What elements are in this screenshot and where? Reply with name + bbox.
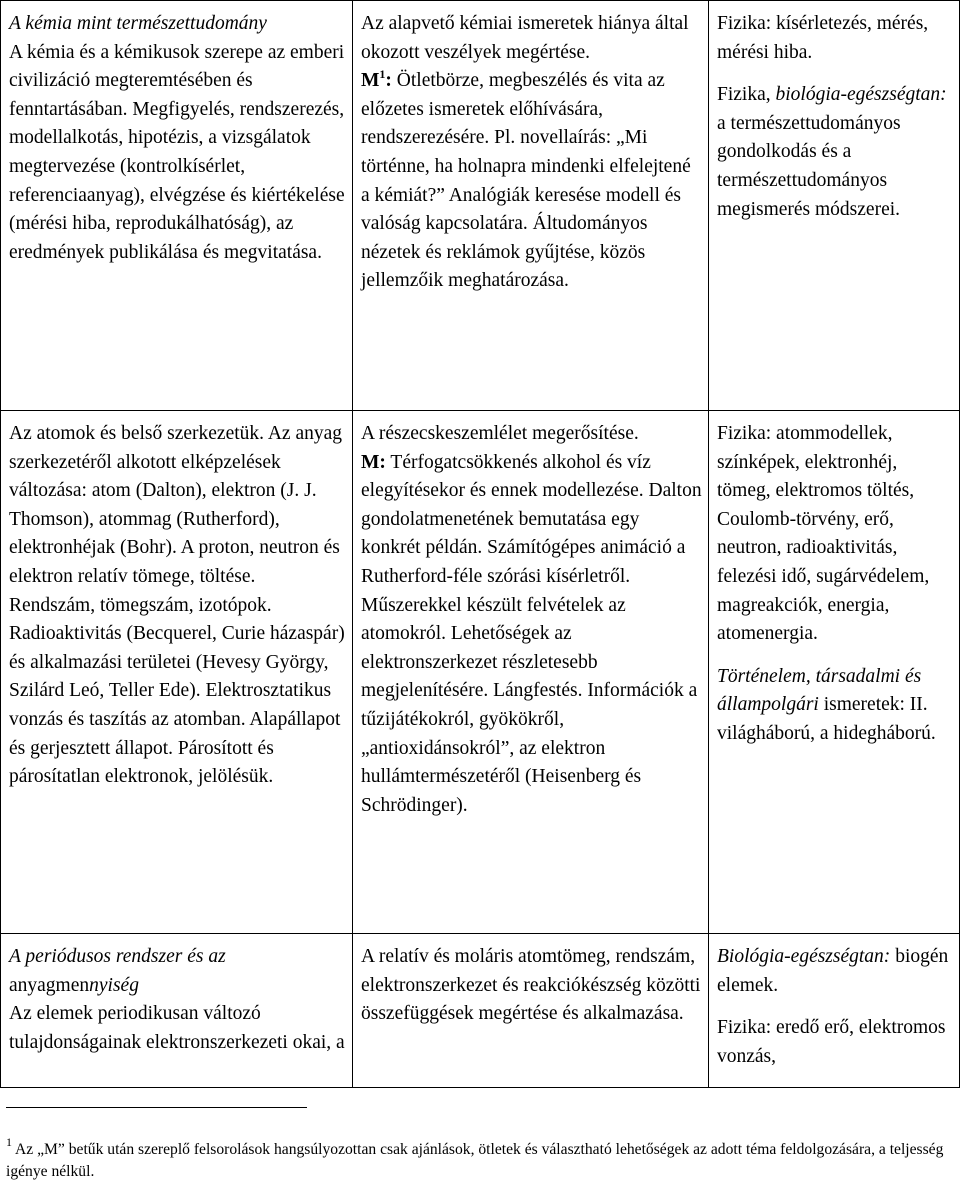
goal-text: A részecskeszemlélet megerősítése. bbox=[361, 423, 639, 444]
footnote-ref: 1 bbox=[379, 67, 386, 82]
table-row bbox=[1, 411, 960, 934]
table-row bbox=[1, 1, 960, 411]
topic-heading: anyagmennyiség bbox=[9, 974, 139, 996]
link-text: Biológia-egészségtan: biogén elemek. bbox=[717, 946, 949, 996]
links-cell bbox=[709, 934, 960, 1088]
link-text: Fizika, biológia-egészségtan: a természettudományos gondolkodás és a természettudományos megismerés módszerei. bbox=[717, 84, 947, 220]
topic-text: A kémia és a kémikusok szerepe az emberi civilizáció megteremtésében és fenntartásában. Megfigyelés, rendszerezés, modellalkotás, hipotézis, a vizsgálatok megtervezése (kontrolkísérlet, referenciaanyag), elvégzése és kiértékelése (mérési hiba, reprodukálhatóság), az eredmények publikálása és megvitatása. bbox=[9, 41, 345, 263]
link-text: Fizika: kísérletezés, mérés, mérési hiba. bbox=[717, 13, 929, 63]
method-text: Térfogatcsökkenés alkohol és víz elegyítésekor és ennek modellezése. Dalton gondolatmenetének bemutatása egy konkrét példán. Számítógépes animáció a Rutherford-féle szórási kísérletről. Műszerekkel készült felvételek az atomokról. Lehetőségek az elektronszerkezet részletesebb megjelenítésére. Lángfestés. Információk a tűzijátékokról, gyökökről, „antioxidánsokról”, az elektron hullámtermészetéről (Heisenberg és Schrödinger). bbox=[361, 451, 702, 816]
footnote-separator bbox=[6, 1107, 307, 1108]
goal-text: Az alapvető kémiai ismeretek hiánya által okozott veszélyek megértése. bbox=[361, 13, 689, 63]
links-cell bbox=[709, 1, 960, 411]
footnote-marker: 1 bbox=[6, 1135, 12, 1149]
topic-text: Az elemek periodikusan változó tulajdonságainak elektronszerkezeti okai, a bbox=[9, 1003, 345, 1053]
table-row bbox=[1, 934, 960, 1088]
goal-text: A relatív és moláris atomtömeg, rendszám, elektronszerkezet és reakciókészség közötti összefüggések megértése és alkalmazása. bbox=[361, 946, 701, 1025]
link-text: Történelem, társadalmi és állampolgári ismeretek: II. világháború, a hidegháború. bbox=[717, 665, 936, 744]
topic-cell bbox=[1, 1, 353, 411]
topic-heading: A kémia mint természettudomány bbox=[9, 13, 267, 34]
links-cell bbox=[709, 411, 960, 934]
method-text: Ötletbörze, megbeszélés és vita az előzetes ismeretek előhívására, rendszerezésére. Pl. novellaírás: „Mi történne, ha holnapra mindenki elfelejtené a kémiát?” Analógiák keresése modell és valóság kapcsolatára. Áltudományos nézetek és reklámok gyűjtése, közös jellemzőik meghatározása. bbox=[361, 70, 691, 292]
goals-cell bbox=[353, 934, 709, 1088]
footnote bbox=[6, 1135, 952, 1183]
topic-text: Az atomok és belső szerkezetük. Az anyag szerkezetéről alkotott elképzelések változása: atom (Dalton), elektron (J. J. Thomson), atommag (Rutherford), elektronhéjak (Bohr). A proton, neutron és elektron relatív tömege, töltése. Rendszám, tömegszám, izotópok. Radioaktivitás (Becquerel, Curie házaspár) és alkalmazási területei (Hevesy György, Szilárd Leó, Teller Ede). Elektrosztatikus vonzás és taszítás az atomban. Alapállapot és gerjesztett állapot. Párosított és párosítatlan elektronok, jelölésük. bbox=[9, 423, 345, 788]
goals-cell bbox=[353, 1, 709, 411]
link-text: Fizika: atommodellek, színképek, elektronhéj, tömeg, elektromos töltés, Coulomb-törvény, erő, neutron, radioaktivitás, felezési idő, sugárvédelem, magreakciók, energia, atomenergia. bbox=[717, 423, 930, 645]
method-label: M: bbox=[361, 451, 386, 473]
topic-cell bbox=[1, 934, 353, 1088]
footnote-text: Az „M” betűk után szereplő felsorolások hangsúlyozottan csak ajánlások, ötletek és választható lehetőségek az adott téma feldolgozására, a teljesség igénye nélkül. bbox=[6, 1141, 944, 1180]
method-label: $M^1$: bbox=[361, 67, 392, 92]
link-text: Fizika: eredő erő, elektromos vonzás, bbox=[717, 1017, 946, 1067]
topic-heading: A periódusos rendszer és az bbox=[9, 946, 226, 967]
goals-cell bbox=[353, 411, 709, 934]
topic-cell bbox=[1, 411, 353, 934]
